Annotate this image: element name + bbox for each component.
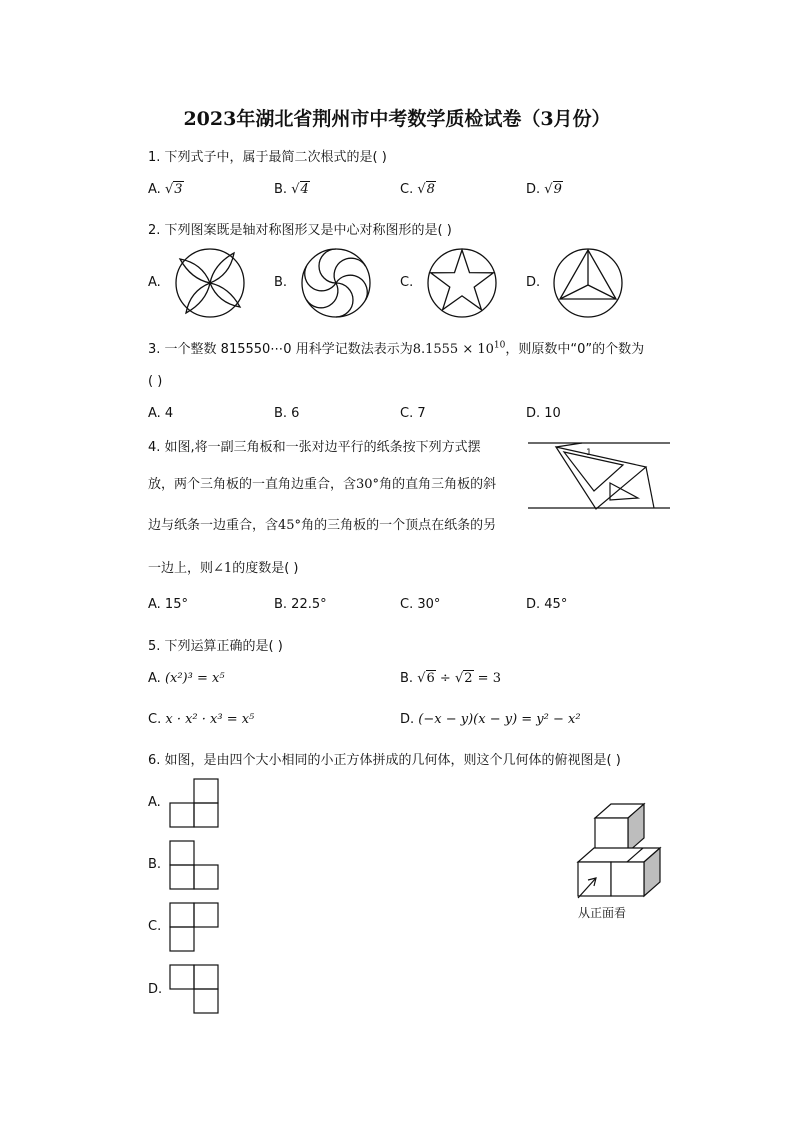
q4-figure-set-squares (528, 435, 672, 515)
q2-option-d-label[interactable]: D. (526, 275, 541, 290)
divide-sign: ÷ (435, 671, 455, 686)
q4-text: 边与纸条一边重合，含 (148, 518, 279, 533)
question-4-line-1: 4. 如图,将一副三角板和一张对边平行的纸条按下列方式摆 (148, 440, 481, 455)
q5-option-a[interactable] (148, 671, 225, 686)
q3-option-a[interactable]: A. 4 (148, 406, 174, 421)
q2-option-a-label[interactable]: A. (148, 275, 161, 290)
question-4-line-4 (148, 557, 298, 576)
q2-figure-c-star (426, 247, 498, 319)
q6-option-d-view (170, 964, 220, 1016)
q4-angle-30: 30° (356, 477, 380, 492)
q5-option-c[interactable] (148, 712, 254, 727)
q4-option-d[interactable]: D. 45° (526, 597, 568, 612)
q3-stem-text-end: ，则原数中“0”的个数为 (505, 342, 645, 357)
q6-option-a-label[interactable]: A. (148, 795, 161, 810)
option-label: B. (400, 671, 414, 686)
q6-option-c-label[interactable]: C. (148, 919, 162, 934)
q4-angle-45: 45° (278, 518, 302, 533)
q2-option-b-label[interactable]: B. (274, 275, 288, 290)
result: = 3 (473, 671, 501, 686)
option-label: A. (148, 671, 161, 686)
question-1-stem: 1. 下列式子中，属于最简二次根式的是( ) (148, 150, 387, 165)
option-label: C. (148, 712, 162, 727)
radicand: 2 (464, 671, 473, 686)
q3-sci-notation (413, 342, 506, 357)
q6-option-b-view (170, 840, 220, 892)
radicand: 4 (300, 182, 309, 197)
q4-text: 角的三角板的一个顶点在纸条的另 (301, 518, 497, 533)
sqrt-expression: √3 (164, 182, 183, 197)
option-label: B. (274, 182, 288, 197)
q4-option-b[interactable]: B. 22.5° (274, 597, 327, 612)
question-5-stem: 5. 下列运算正确的是( ) (148, 639, 283, 654)
q5-expression-c: x · x² · x³ = x⁵ (165, 712, 255, 727)
q6-option-a-view (170, 778, 220, 828)
q5-option-b[interactable] (400, 671, 501, 686)
option-label: C. (400, 182, 414, 197)
q2-figure-d-triangle (552, 247, 624, 319)
sqrt-expression: √4 (291, 182, 309, 197)
q4-text: 角的直角三角板的斜 (379, 477, 497, 492)
q5-expression-a: (x²)³ = x⁵ (164, 671, 225, 686)
q5-option-d[interactable] (400, 712, 581, 727)
radicand: 9 (553, 182, 562, 197)
q3-option-d[interactable]: D. 10 (526, 406, 561, 421)
radicand: 6 (426, 671, 435, 686)
sqrt-expression: √8 (417, 182, 435, 197)
q3-sci-exponent: 10 (493, 340, 506, 351)
q2-figure-a-flower (174, 247, 246, 319)
q5-expression-b: √6 ÷ √2 = 3 (417, 671, 501, 686)
option-label: D. (400, 712, 415, 727)
q4-text: 放，两个三角板的一直角边重合，含 (148, 477, 357, 492)
q5-expression-d: (−x − y)(x − y) = y² − x² (418, 712, 581, 727)
q6-figure-cubes (572, 800, 664, 902)
q4-text: 一边上，则 (148, 561, 214, 576)
question-2-stem: 2. 下列图案既是轴对称图形又是中心对称图形的是( ) (148, 223, 452, 238)
option-label: A. (148, 182, 161, 197)
q1-option-c[interactable] (400, 182, 436, 197)
q4-option-a[interactable]: A. 15° (148, 597, 188, 612)
q6-option-b-label[interactable]: B. (148, 857, 162, 872)
q6-option-d-label[interactable]: D. (148, 982, 163, 997)
q4-option-c[interactable]: C. 30° (400, 597, 441, 612)
q1-option-d[interactable] (526, 182, 563, 197)
radicand: 3 (174, 182, 183, 197)
q6-figure-caption: 从正面看 (578, 906, 627, 920)
q1-option-b[interactable] (274, 182, 310, 197)
q2-figure-b-swirl (300, 247, 372, 319)
question-3-stem (148, 338, 644, 357)
q3-sci-mantissa: 8.1555 × 10 (412, 342, 494, 357)
q4-angle-1: ∠1 (213, 561, 233, 576)
question-6-stem: 6. 如图，是由四个大小相同的小正方体拼成的几何体，则这个几何体的俯视图是( ) (148, 753, 621, 768)
q4-figure-angle-label: 1 (586, 448, 592, 458)
q1-option-a[interactable] (148, 182, 184, 197)
q2-option-c-label[interactable]: C. (400, 275, 414, 290)
q6-option-c-view (170, 902, 220, 954)
sqrt-expression: √9 (544, 182, 562, 197)
radicand: 8 (426, 182, 435, 197)
q4-text: 的度数是( ) (232, 561, 299, 576)
question-4-line-2 (148, 473, 496, 492)
q3-stem-text: 3. 一个整数 815550⋯0 用科学记数法表示为 (148, 342, 413, 357)
q3-option-b[interactable]: B. 6 (274, 406, 300, 421)
option-label: D. (526, 182, 541, 197)
q3-answer-bracket: ( ) (148, 374, 163, 389)
question-4-line-3 (148, 514, 496, 533)
q3-option-c[interactable]: C. 7 (400, 406, 426, 421)
page-title: 2023年湖北省荆州市中考数学质检试卷（3月份） (183, 108, 611, 130)
